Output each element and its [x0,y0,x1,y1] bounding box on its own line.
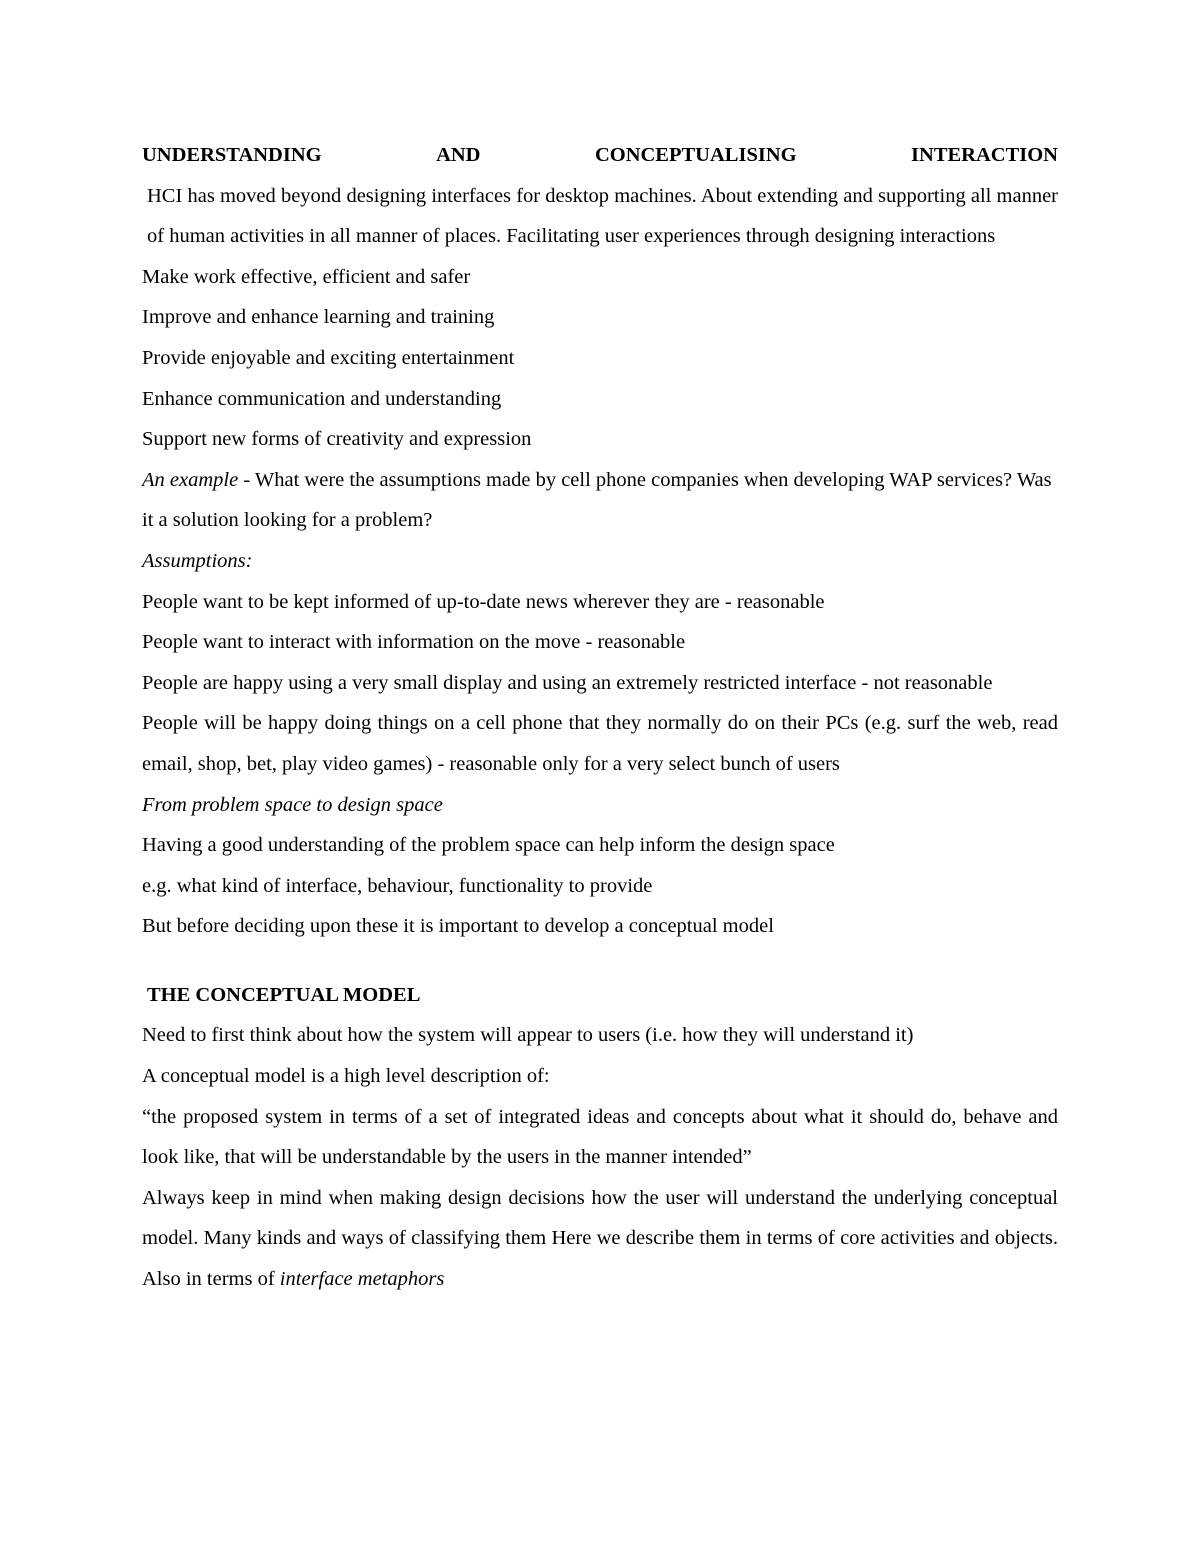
problem-space-label: From problem space to design space [142,793,443,816]
assumption-item: People want to be kept informed of up-to-date news wherever they are - reasonable [142,590,825,613]
section-heading-understanding [142,135,1058,176]
intro-paragraph: HCI has moved beyond designing interfaces for desktop machines. About extending and supporting all manner of human activities in all manner of places. Facilitating user experiences through designing interactions [147,184,1058,248]
closing-italic: interface metaphors [279,1268,445,1291]
assumption-item: People are happy using a very small display and using an extremely restricted interface - not reasonable [142,671,993,694]
goal-item: Enhance communication and understanding [142,387,502,410]
problem-space-line: e.g. what kind of interface, behaviour, functionality to provide [142,874,653,897]
heading-word: UNDERSTANDING [142,144,322,166]
goal-item: Support new forms of creativity and expression [142,428,532,451]
conceptual-model-line: Need to first think about how the system will appear to users (i.e. how they will understand it) [142,1024,914,1047]
example-label: An example [142,468,239,491]
heading-word: AND [436,144,481,166]
assumption-item: People will be happy doing things on a cell phone that they normally do on their PCs (e.g. surf the web, read email, shop, bet, play video games) - reasonable only for a very select bunch of users [142,712,1058,775]
problem-space-line: But before deciding upon these it is important to develop a conceptual model [142,915,774,938]
document-page [142,135,1058,1300]
goal-item: Provide enjoyable and exciting entertainment [142,346,515,369]
example-paragraph [142,460,1058,541]
conceptual-model-line: A conceptual model is a high level description of: [142,1065,550,1088]
heading-word: INTERACTION [911,144,1058,166]
section-heading-conceptual-model: THE CONCEPTUAL MODEL [147,983,421,1006]
assumption-item: People want to interact with information on the move - reasonable [142,631,686,654]
problem-space-line: Having a good understanding of the problem space can help inform the design space [142,834,835,857]
closing-paragraph [142,1178,1058,1300]
example-text: - What were the assumptions made by cell phone companies when developing WAP services? Was it a solution looking for a problem? [142,468,1052,532]
heading-word: CONCEPTUALISING [594,144,797,166]
goal-item: Make work effective, efficient and safer [142,265,471,288]
goal-item: Improve and enhance learning and training [142,306,495,329]
closing-text: Always keep in mind when making design decisions how the user will understand the underlying conceptual model. Many kinds and ways of classifying them Here we describe them in terms of core activities and objects. Also in terms of [142,1186,1058,1291]
conceptual-model-quote: “the proposed system in terms of a set of integrated ideas and concepts about what it should do, behave and look like, that will be understandable by the users in the manner intended” [142,1105,1058,1169]
assumptions-label: Assumptions: [142,549,253,572]
